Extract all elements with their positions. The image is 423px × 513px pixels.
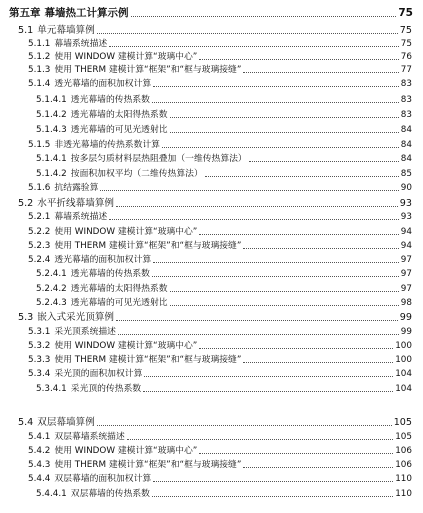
toc-entry[interactable] [18, 199, 412, 209]
toc-entry-number: 5.1.1 [28, 39, 51, 49]
toc-entry[interactable] [36, 299, 412, 308]
dot-leader [205, 176, 399, 177]
toc-entry-number: 5.4.1 [28, 432, 51, 442]
toc-entry-title: 透光幕墙的面积加权计算 [54, 79, 152, 89]
dot-leader [131, 16, 397, 17]
toc-entry-page-number: 104 [395, 369, 412, 379]
toc-entry-title: 双层幕墙系统描述 [54, 432, 125, 442]
dot-leader [199, 234, 398, 235]
toc-entry-title: 双层幕墙算例 [37, 417, 95, 428]
toc-entry-title: 透光幕墙的可见光透射比 [70, 298, 168, 308]
toc-entry-title: 幕墙系统描述 [54, 212, 108, 222]
toc-entry-title: 幕墙热工计算示例 [44, 7, 129, 19]
toc-entry-page-number: 94 [400, 241, 412, 251]
toc-entry-page-number: 110 [395, 489, 412, 499]
toc-entry-number: 5.4.3 [28, 460, 51, 470]
toc-entry[interactable] [28, 370, 412, 379]
toc-entry-title: 按多层匀质材料层热阻叠加（一维传热算法） [70, 154, 247, 164]
toc-entry-title: 幕墙系统描述 [54, 39, 108, 49]
toc-entry-number: 5.2.2 [28, 227, 51, 237]
toc-entry[interactable] [28, 475, 412, 484]
dot-leader [152, 102, 399, 103]
toc-entry-number: 5.1.4.3 [36, 125, 67, 135]
toc-entry-title: 非透光幕墙的传热系数计算 [54, 140, 160, 150]
toc-entry-page-number: 75 [400, 39, 412, 49]
toc-entry[interactable] [28, 53, 412, 62]
toc-entry-number: 第五章 [9, 7, 41, 19]
dot-leader [118, 334, 399, 335]
toc-entry-number: 5.1.3 [28, 65, 51, 75]
toc-entry-title: 使用 THERM 建模计算“框架”和“框与玻璃接缝” [54, 460, 242, 470]
toc-entry-page-number: 106 [395, 446, 412, 456]
toc-entry-number: 5.1 [18, 25, 34, 36]
toc-entry-title: 采光顶的面积加权计算 [54, 369, 143, 379]
dot-leader [170, 291, 399, 292]
toc-entry-number: 5.4.4 [28, 474, 51, 484]
toc-entry-title: 采光顶系统描述 [54, 327, 116, 337]
dot-leader [109, 219, 399, 220]
toc-entry[interactable] [9, 8, 413, 19]
toc-entry[interactable] [28, 461, 412, 470]
toc-entry-page-number: 83 [400, 110, 412, 120]
toc-entry-title: 透光幕墙的太阳得热系数 [70, 110, 168, 120]
toc-entry-title: 使用 THERM 建模计算“框架”和“框与玻璃接缝” [54, 65, 242, 75]
toc-entry-title: 单元幕墙算例 [37, 25, 95, 36]
toc-entry-title: 双层幕墙的面积加权计算 [54, 474, 152, 484]
toc-entry-title: 使用 WINDOW 建模计算“玻璃中心” [54, 52, 198, 62]
toc-entry[interactable] [36, 111, 412, 120]
toc-entry-number: 5.2.3 [28, 241, 51, 251]
toc-entry-number: 5.2 [18, 198, 34, 209]
toc-entry-title: 使用 THERM 建模计算“框架”和“框与玻璃接缝” [54, 241, 242, 251]
toc-entry-page-number: 83 [400, 79, 412, 89]
dot-leader [162, 147, 399, 148]
dot-leader [199, 348, 393, 349]
toc-entry-title: 使用 WINDOW 建模计算“玻璃中心” [54, 446, 198, 456]
dot-leader [243, 467, 393, 468]
toc-entry-number: 5.3.4.1 [36, 384, 67, 394]
toc-entry-page-number: 97 [400, 269, 412, 279]
toc-entry-number: 5.1.4.2 [36, 110, 67, 120]
toc-entry-title: 透光幕墙的可见光透射比 [70, 125, 168, 135]
toc-entry[interactable] [18, 26, 412, 36]
dot-leader [243, 72, 398, 73]
toc-entry-number: 5.1.5 [28, 140, 51, 150]
toc-entry[interactable] [28, 228, 412, 237]
toc-entry-number: 5.1.6 [28, 183, 51, 193]
toc-entry-page-number: 93 [399, 198, 412, 209]
toc-entry[interactable] [28, 141, 412, 150]
dot-leader [116, 206, 398, 207]
dot-leader [97, 425, 392, 426]
toc-entry-page-number: 100 [395, 355, 412, 365]
toc-entry-number: 5.4 [18, 417, 34, 428]
toc-entry[interactable] [36, 155, 412, 164]
dot-leader [127, 439, 393, 440]
dot-leader [199, 453, 393, 454]
toc-entry-page-number: 93 [400, 212, 412, 222]
dot-leader [152, 496, 393, 497]
toc-entry-page-number: 90 [400, 183, 412, 193]
toc-entry[interactable] [28, 213, 412, 222]
dot-leader [143, 391, 393, 392]
toc-entry[interactable] [36, 126, 412, 135]
toc-entry-title: 按面积加权平均（二维传热算法） [70, 169, 203, 179]
toc-entry-title: 嵌入式采光顶算例 [37, 312, 115, 323]
dot-leader [170, 132, 399, 133]
toc-entry[interactable] [36, 270, 412, 279]
toc-entry-page-number: 84 [400, 125, 412, 135]
toc-entry-title: 使用 WINDOW 建模计算“玻璃中心” [54, 227, 198, 237]
toc-entry-number: 5.4.2 [28, 446, 51, 456]
toc-entry-title: 双层幕墙的传热系数 [70, 489, 150, 499]
toc-entry-title: 水平折线幕墙算例 [37, 198, 115, 209]
toc-entry[interactable] [28, 328, 412, 337]
dot-leader [243, 248, 398, 249]
toc-entry[interactable] [28, 40, 412, 49]
dot-leader [153, 481, 393, 482]
toc-entry[interactable] [28, 342, 412, 351]
toc-entry-title: 使用 THERM 建模计算“框架”和“框与玻璃接缝” [54, 355, 242, 365]
toc-entry[interactable] [28, 184, 412, 193]
dot-leader [199, 59, 398, 60]
toc-entry[interactable] [28, 433, 412, 442]
toc-entry-number: 5.2.4.3 [36, 298, 67, 308]
toc-entry-page-number: 84 [400, 154, 412, 164]
dot-leader [249, 161, 399, 162]
toc-entry-page-number: 84 [400, 140, 412, 150]
dot-leader [144, 376, 393, 377]
toc-entry-page-number: 106 [395, 460, 412, 470]
toc-entry-title: 透光幕墙的太阳得热系数 [70, 284, 168, 294]
toc-entry-page-number: 100 [395, 341, 412, 351]
toc-entry-number: 5.3.1 [28, 327, 51, 337]
toc-entry-page-number: 104 [395, 384, 412, 394]
toc-entry-number: 5.1.4.2 [36, 169, 67, 179]
toc-entry[interactable] [28, 80, 412, 89]
toc-entry-number: 5.2.4.2 [36, 284, 67, 294]
toc-entry-page-number: 97 [400, 284, 412, 294]
toc-entry[interactable] [28, 256, 412, 265]
toc-entry-number: 5.2.4 [28, 255, 51, 265]
toc-entry-page-number: 75 [399, 25, 412, 36]
toc-entry-page-number: 98 [400, 298, 412, 308]
toc-entry[interactable] [36, 170, 412, 179]
toc-entry-page-number: 77 [400, 65, 412, 75]
dot-leader [153, 262, 399, 263]
toc-entry[interactable] [36, 285, 412, 294]
toc-entry-number: 5.2.4.1 [36, 269, 67, 279]
toc-entry-page-number: 97 [400, 255, 412, 265]
toc-entry-number: 5.2.1 [28, 212, 51, 222]
toc-entry-number: 5.1.4 [28, 79, 51, 89]
dot-leader [152, 276, 399, 277]
dot-leader [116, 320, 398, 321]
toc-entry-page-number: 83 [400, 95, 412, 105]
toc-entry-page-number: 99 [400, 327, 412, 337]
dot-leader [153, 86, 399, 87]
toc-entry[interactable] [36, 96, 412, 105]
toc-entry-number: 5.3.4 [28, 369, 51, 379]
toc-entry[interactable] [18, 418, 412, 428]
toc-entry-page-number: 105 [393, 417, 412, 428]
toc-entry[interactable] [18, 313, 412, 323]
dot-leader [100, 190, 398, 191]
toc-entry-number: 5.4.4.1 [36, 489, 67, 499]
toc-entry-page-number: 105 [395, 432, 412, 442]
toc-entry[interactable] [28, 66, 412, 75]
toc-entry-title: 透光幕墙的面积加权计算 [54, 255, 152, 265]
toc-entry-page-number: 99 [399, 312, 412, 323]
dot-leader [109, 46, 399, 47]
toc-entry[interactable] [28, 242, 412, 251]
toc-entry-title: 使用 WINDOW 建模计算“玻璃中心” [54, 341, 198, 351]
toc-entry-number: 5.1.4.1 [36, 95, 67, 105]
toc-entry-number: 5.3.2 [28, 341, 51, 351]
toc-entry-number: 5.1.2 [28, 52, 51, 62]
dot-leader [170, 305, 399, 306]
toc-entry-title: 抗结露验算 [54, 183, 99, 193]
toc-entry-title: 采光顶的传热系数 [70, 384, 142, 394]
dot-leader [243, 362, 393, 363]
toc-entry-number: 5.3 [18, 312, 34, 323]
toc-entry-title: 透光幕墙的传热系数 [70, 269, 150, 279]
dot-leader [97, 33, 398, 34]
toc-entry-title: 透光幕墙的传热系数 [70, 95, 150, 105]
toc-entry-page-number: 94 [400, 227, 412, 237]
toc-entry-page-number: 85 [400, 169, 412, 179]
toc-entry-number: 5.3.3 [28, 355, 51, 365]
toc-entry-number: 5.1.4.1 [36, 154, 67, 164]
toc-entry[interactable] [36, 490, 412, 499]
toc-entry[interactable] [28, 447, 412, 456]
toc-entry-page-number: 75 [398, 7, 413, 19]
toc-entry-page-number: 76 [400, 52, 412, 62]
toc-entry[interactable] [36, 385, 412, 394]
dot-leader [170, 117, 399, 118]
toc-entry-page-number: 110 [395, 474, 412, 484]
toc-entry[interactable] [28, 356, 412, 365]
